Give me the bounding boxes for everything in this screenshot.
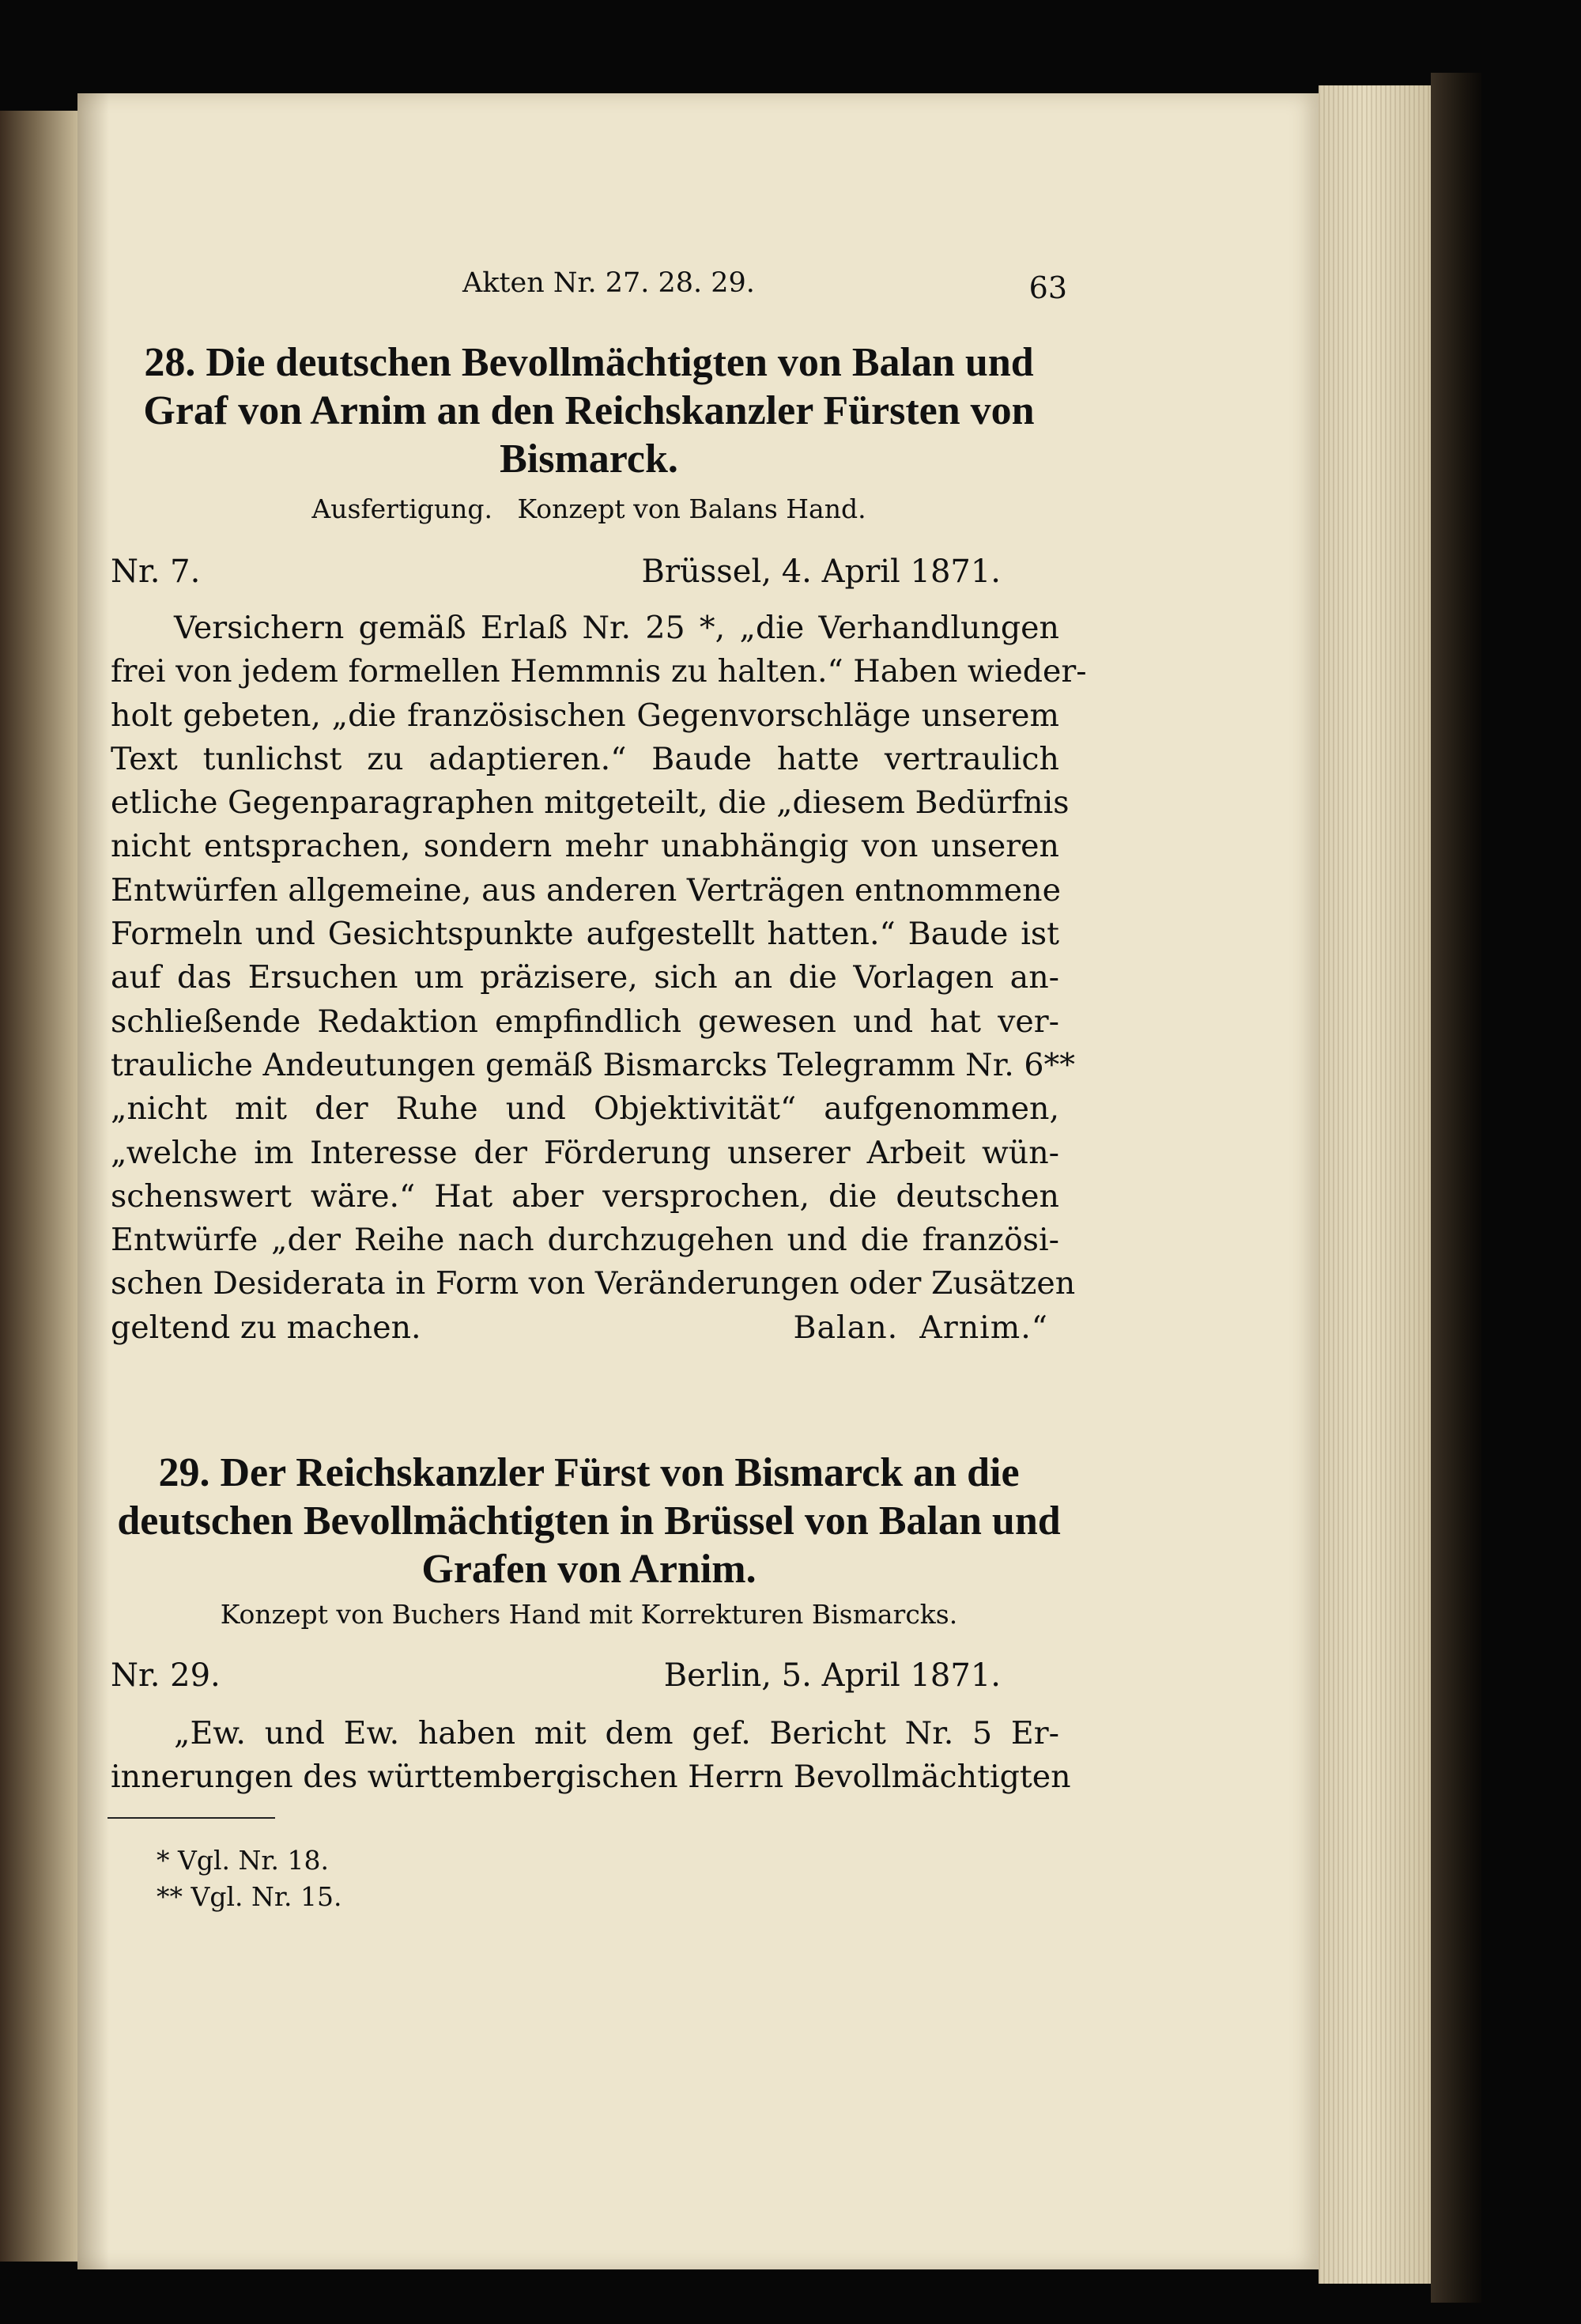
book-cover-edge (1431, 73, 1481, 2303)
body-line: Formeln und Gesichtspunkte aufgestellt hatten.“ Baude ist (111, 916, 1059, 953)
page-number: 63 (1028, 270, 1067, 305)
gutter-shadow (77, 93, 109, 2269)
body-line: auf das Ersuchen um präzisere, sich an die Vorlagen an- (111, 959, 1059, 996)
body-line: „nicht mit der Ruhe und Objektivität“ aufgenommen, (111, 1090, 1059, 1128)
dateline (111, 554, 1067, 593)
heading-line: 29. Der Reichskanzler Fürst von Bismarck an die (158, 1450, 1020, 1495)
document-body (111, 1712, 1071, 1800)
dateline (111, 1657, 1067, 1697)
page-block-edge (1319, 85, 1434, 2284)
body-line: holt gebeten, „die französischen Gegenvorschläge unserem (111, 697, 1059, 734)
document-heading (111, 338, 1067, 483)
body-line: „welche im Interesse der Förderung unserer Arbeit wün- (111, 1134, 1059, 1171)
heading-line: deutschen Bevollmächtigten in Brüssel von Balan und (117, 1498, 1061, 1544)
body-line: Entwürfen allgemeine, aus anderen Verträgen entnommene (111, 871, 1061, 909)
previous-page-edge (0, 111, 79, 2262)
document-number: 28. (144, 340, 196, 385)
body-line: etliche Gegenparagraphen mitgeteilt, die „diesem Bedürfnis (111, 784, 1070, 822)
body-line: Entwürfe „der Reihe nach durchzugehen und die französi- (111, 1222, 1059, 1259)
footnote-rule (108, 1817, 275, 1819)
document-body (111, 607, 1087, 1350)
footnote: * Vgl. Nr. 18. (157, 1845, 329, 1876)
body-line: „Ew. und Ew. haben mit dem gef. Bericht Nr. 5 Er- (174, 1715, 1059, 1752)
body-line: schen Desiderata in Form von Veränderungen oder Zusätzen (111, 1265, 1076, 1302)
place-date: Berlin, 5. April 1871. (663, 1657, 1001, 1694)
heading-line: Grafen von Arnim. (421, 1547, 757, 1592)
footnote: ** Vgl. Nr. 15. (157, 1881, 342, 1912)
body-line: trauliche Andeutungen gemäß Bismarcks Telegramm Nr. 6** (111, 1046, 1075, 1083)
place-date: Brüssel, 4. April 1871. (641, 554, 1001, 590)
footnotes (157, 1842, 341, 1915)
document-nr: Nr. 29. (111, 1657, 221, 1694)
signatures: Balan. Arnim.“ (793, 1309, 1048, 1346)
body-line: Versichern gemäß Erlaß Nr. 25 *, „die Verhandlungen (174, 610, 1059, 646)
body-line: schließende Redaktion empfindlich gewesen und hat ver- (111, 1003, 1059, 1040)
closing-text: geltend zu machen. (111, 1309, 421, 1346)
document-nr: Nr. 7. (111, 554, 201, 590)
body-line: innerungen des württembergischen Herrn Bevollmächtigten (111, 1759, 1071, 1796)
running-head-title: Akten Nr. 27. 28. 29. (462, 267, 755, 299)
heading-line: Graf von Arnim an den Reichskanzler Fürsten von (143, 388, 1035, 433)
source-note: Ausfertigung. Konzept von Balans Hand. (311, 493, 866, 524)
heading-line: Bismarck. (500, 436, 678, 482)
closing-line (111, 1306, 1059, 1350)
body-line: Text tunlichst zu adaptieren.“ Baude hatte vertraulich (111, 740, 1059, 777)
body-line: schenswert wäre.“ Hat aber versprochen, die deutschen (111, 1177, 1059, 1215)
body-line: nicht entsprachen, sondern mehr unabhängig von unseren (111, 828, 1059, 865)
heading-line: 28. Die deutschen Bevollmächtigten von Balan und (144, 340, 1034, 385)
body-line: frei von jedem formellen Hemmnis zu halten.“ Haben wieder- (111, 653, 1087, 690)
document-number: 29. (158, 1450, 210, 1495)
document-heading (111, 1449, 1067, 1593)
source-note: Konzept von Buchers Hand mit Korrekturen Bismarcks. (220, 1599, 958, 1630)
